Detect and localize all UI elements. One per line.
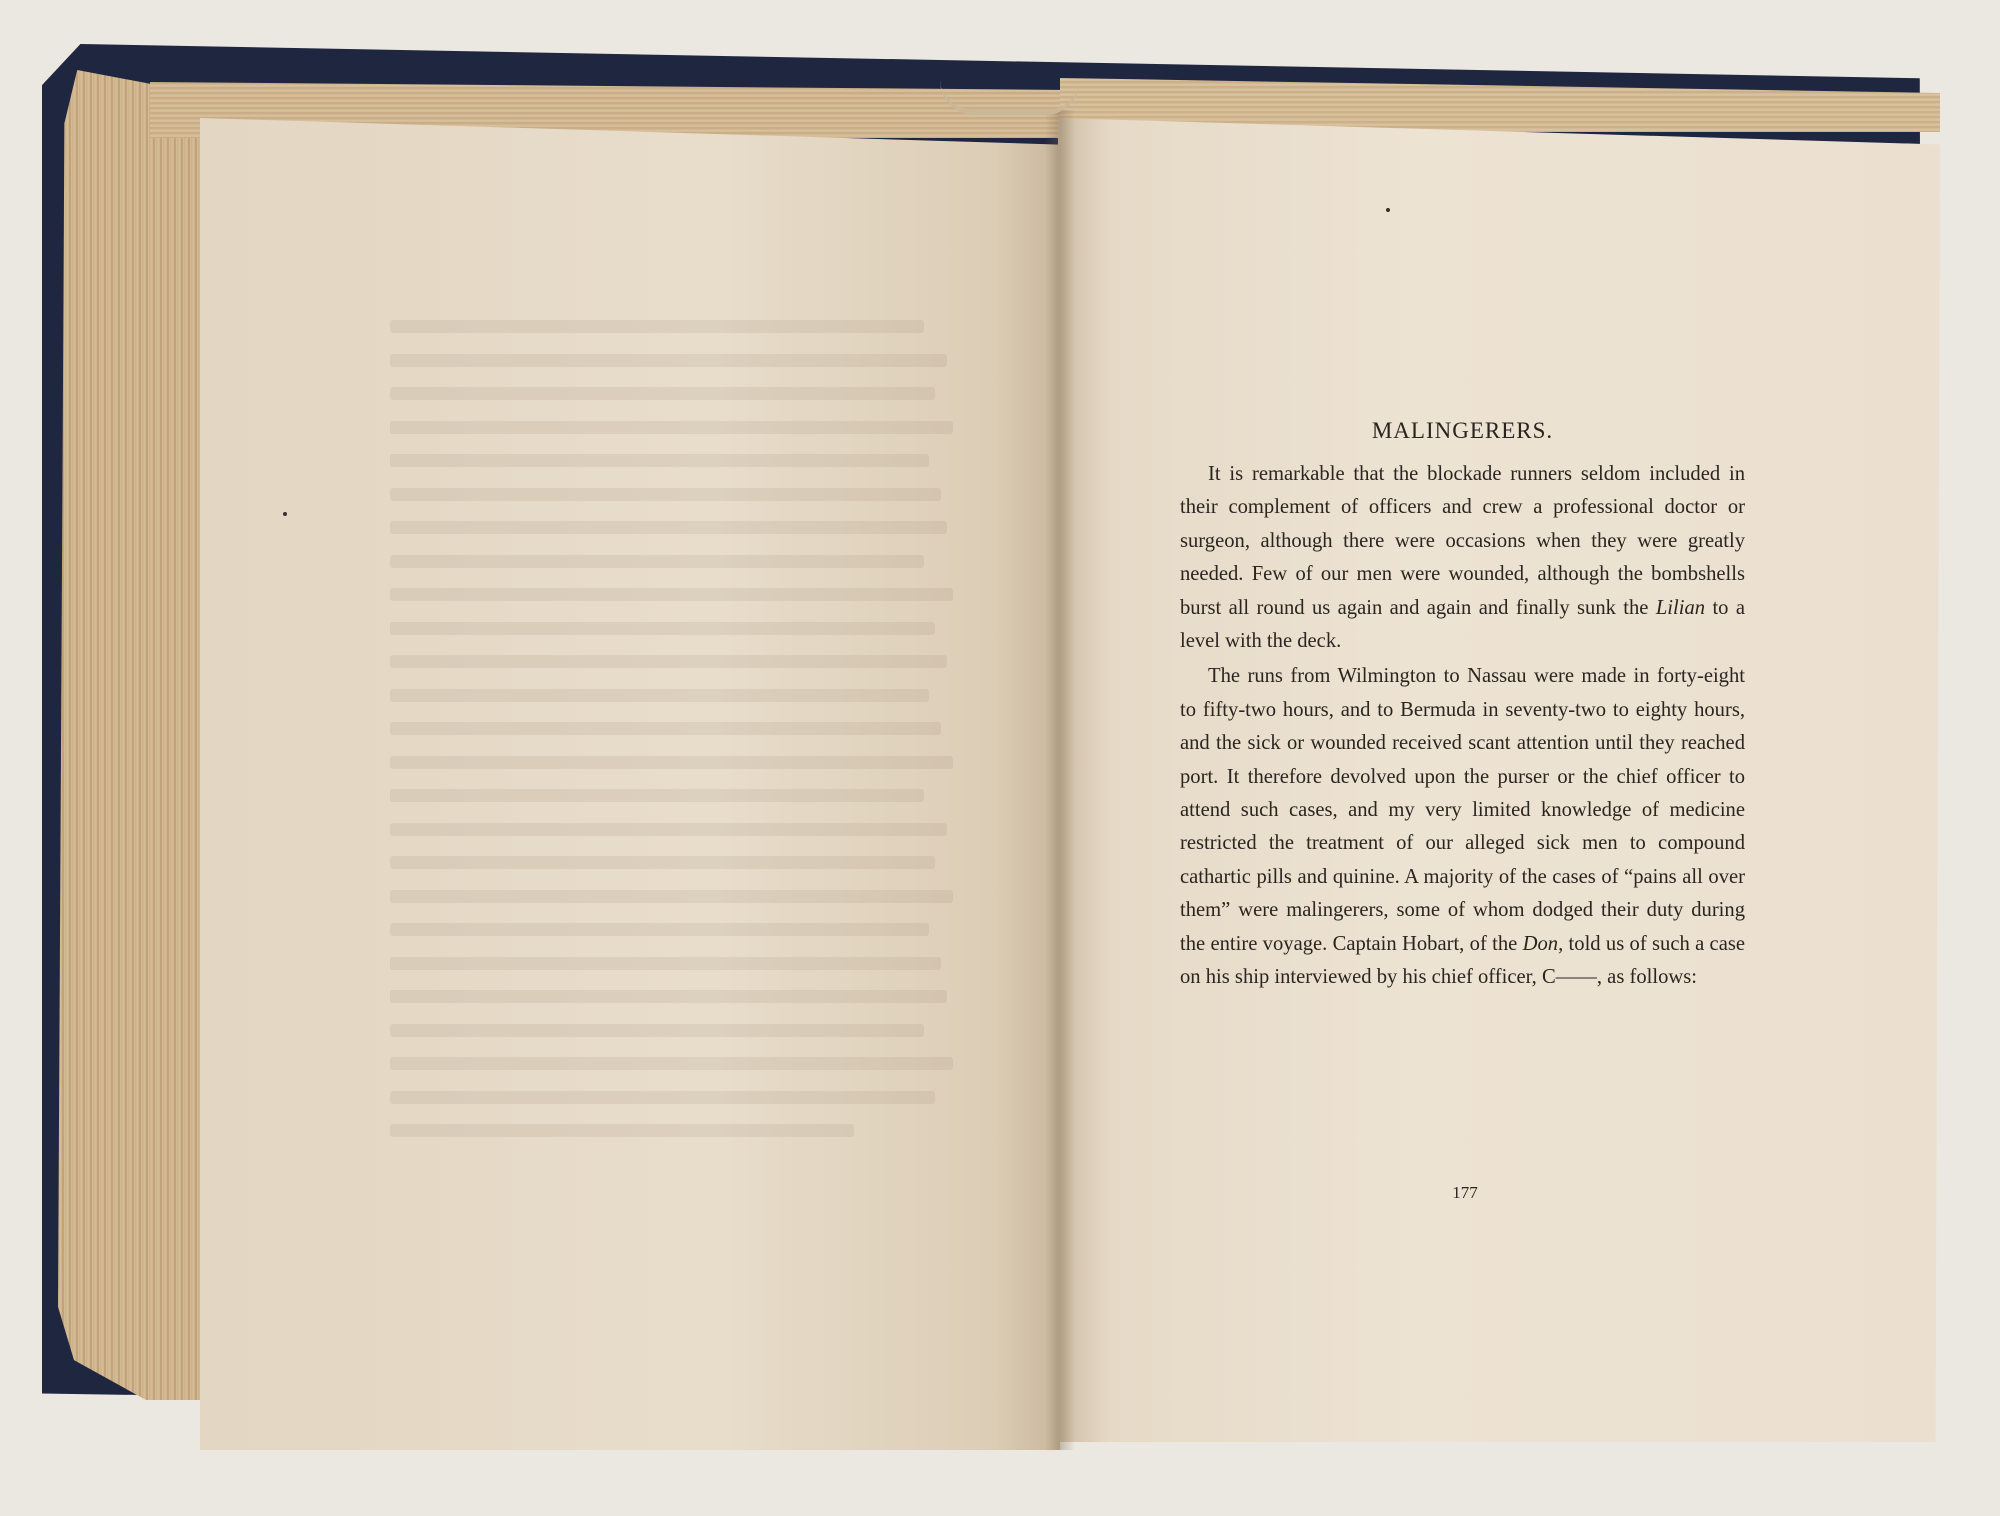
paragraph — [1180, 660, 1745, 994]
chapter-title: MALINGERERS. — [1371, 418, 1554, 443]
paragraph-text: It is remarkable that the blockade runners seldom included in their complement of officers and crew a professional doctor or surgeon, although there were occasions when they were greatly needed. Few of our men were wounded, although the bombshells burst all round us again and again and finally sunk the — [1180, 463, 1745, 619]
paragraph-text: The runs from Wilmington to Nassau were made in forty-eight to fifty-two hours, and to Bermuda in seventy-two to eighty hours, and the sick or wounded received scant attention until they reached port. It therefore devolved upon the purser or the chief officer to attend such cases, and my very limited knowledge of medicine restricted the treatment of our alleged sick men to compound cathartic pills and quinine. A majority of the cases of “pains all over them” were malingerers, some of whom dodged their duty during the entire voyage. Captain Hobart, of the — [1180, 665, 1745, 955]
page-number: 177 — [1452, 1183, 1478, 1202]
paragraph — [1180, 458, 1745, 658]
book-gutter — [1045, 110, 1075, 1450]
speck — [1386, 208, 1390, 212]
bookmark-ribbon — [940, 80, 1080, 115]
paragraph-text: told us of such a case on his ship interviewed by his chief officer, C——, as follows: — [1180, 932, 1745, 989]
paragraph-text: to a level with the deck. — [1180, 596, 1745, 653]
ship-name: Lilian — [1655, 596, 1706, 619]
speck — [283, 512, 287, 516]
page-text — [1180, 410, 1745, 995]
ship-name: Don, — [1522, 932, 1564, 955]
page-edges-left — [58, 70, 218, 1400]
left-page-bleed-through — [390, 320, 970, 1137]
